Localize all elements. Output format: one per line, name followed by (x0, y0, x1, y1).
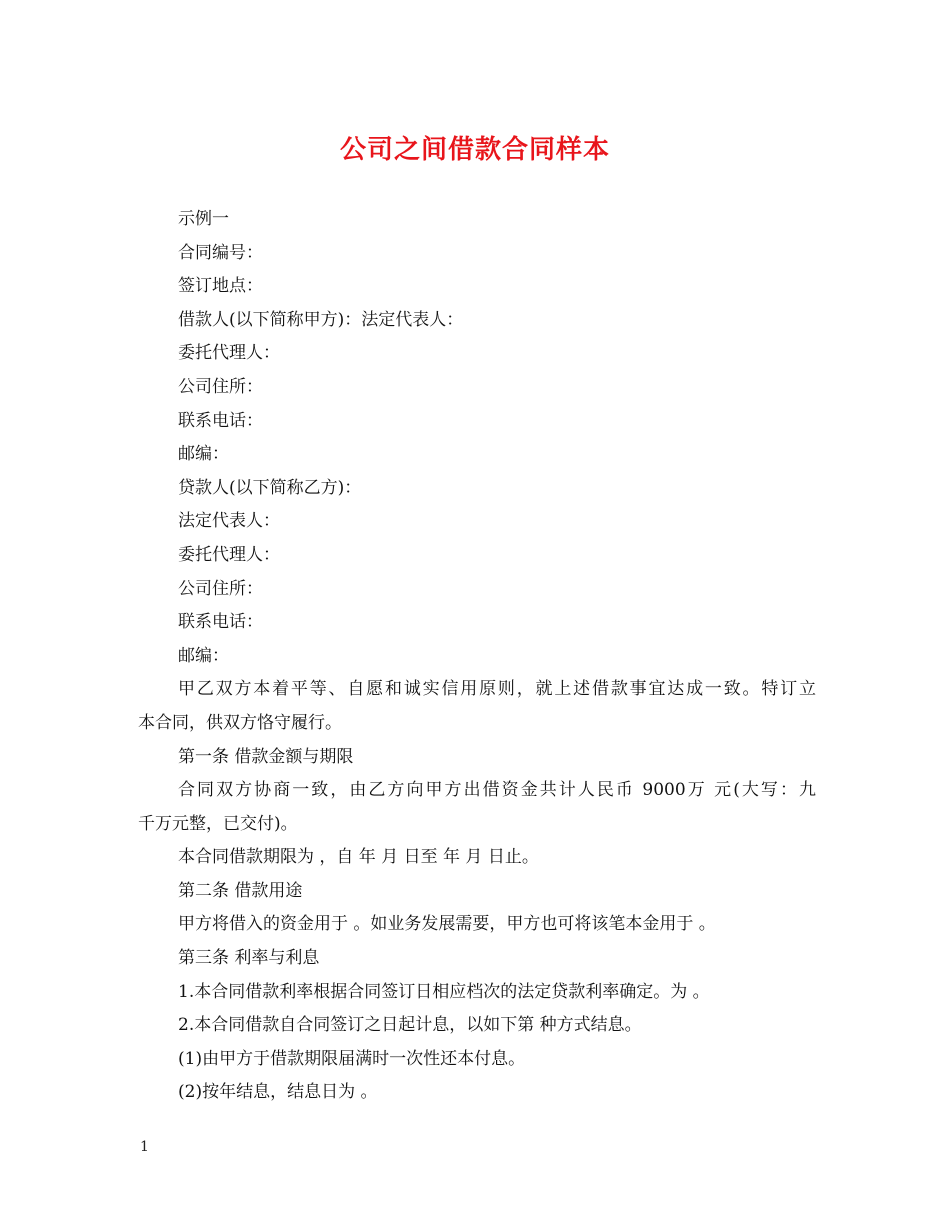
document-title: 公司之间借款合同样本 (339, 135, 610, 165)
document-line: 公司住所： (178, 376, 263, 397)
document-line: 本合同借款期限为 ，自 年 月 日至 年 月 日止。 (178, 847, 539, 868)
document-line: 示例一 (178, 209, 229, 229)
page-number: 1 (140, 1139, 149, 1155)
document-line: 公司住所： (178, 578, 263, 599)
document-line: 委托代理人： (178, 544, 280, 565)
document-line: 本合同，供双方恪守履行。 (138, 712, 342, 733)
document-line: 联系电话： (178, 410, 263, 431)
document-line: 邮编： (178, 444, 229, 465)
document-line: 1.本合同借款利率根据合同签订日相应档次的法定贷款利率确定。为 。 (178, 981, 710, 1002)
document-line: 第一条 借款金额与期限 (178, 746, 354, 767)
document-line: 第三条 利率与利息 (178, 948, 320, 969)
document-body (138, 203, 816, 1110)
document-line: 甲乙双方本着平等、自愿和诚实信用原则，就上述借款事宜达成一致。特订立 (178, 679, 816, 700)
document-line: 贷款人(以下简称乙方)： (178, 477, 362, 498)
document-line: 邮编： (178, 645, 229, 666)
document-line: 甲方将借入的资金用于 。如业务发展需要，甲方也可将该笔本金用于 。 (178, 914, 716, 935)
document-line: 联系电话： (178, 612, 263, 633)
document-line: 签订地点： (178, 276, 263, 297)
document-line: 合同双方协商一致，由乙方向甲方出借资金共计人民币 9000万 元(大写：九 (178, 780, 816, 801)
document-line: 法定代表人： (178, 511, 280, 532)
document-line: 合同编号： (178, 242, 263, 263)
document-line: 千万元整，已交付)。 (138, 813, 298, 834)
document-line: (2)按年结息，结息日为 。 (178, 1082, 378, 1103)
document-line: (1)由甲方于借款期限届满时一次性还本付息。 (178, 1048, 526, 1069)
document-line: 第二条 借款用途 (178, 880, 303, 901)
document-line: 委托代理人： (178, 343, 280, 364)
document-line: 2.本合同借款自合同签订之日起计息，以如下第 种方式结息。 (178, 1015, 642, 1036)
document-line: 借款人(以下简称甲方)：法定代表人： (178, 309, 464, 330)
